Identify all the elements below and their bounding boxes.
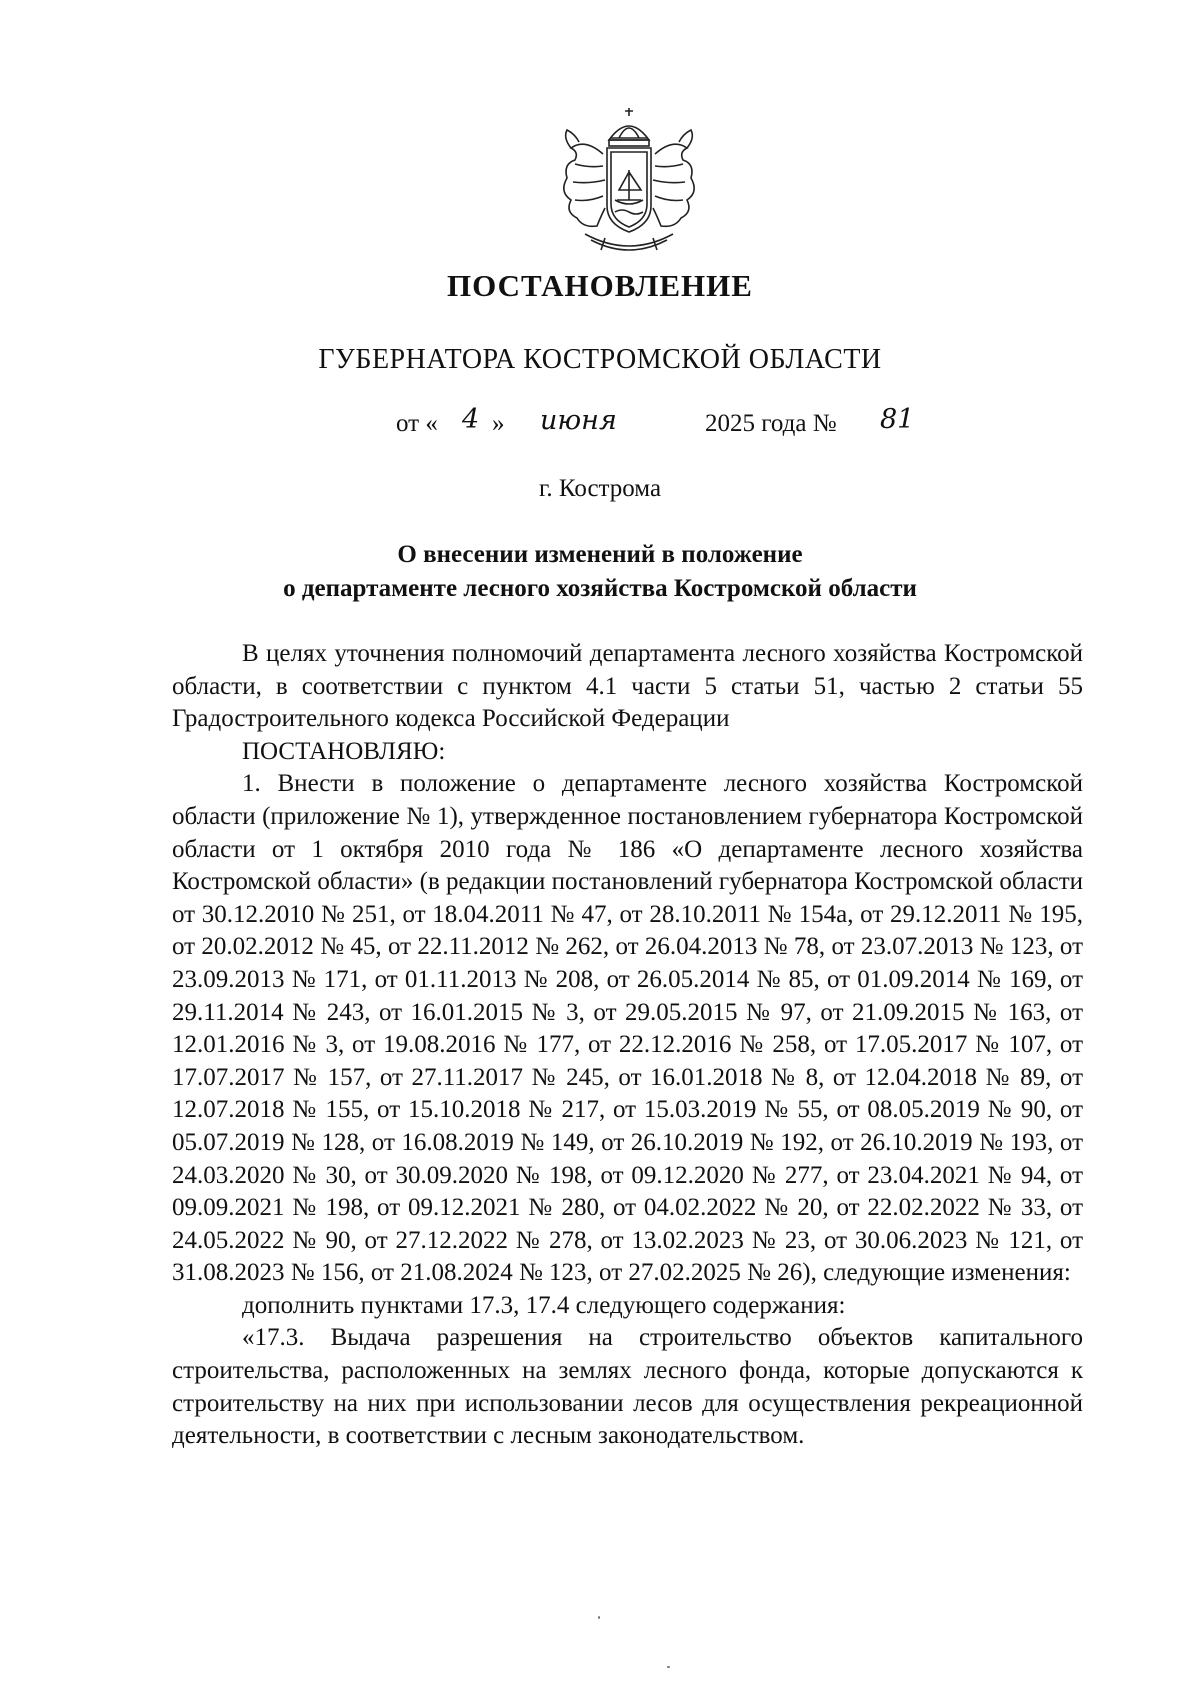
- city-name: г. Кострома: [538, 475, 662, 502]
- date-quote-close: »: [492, 410, 505, 437]
- document-body: [172, 638, 1083, 1453]
- date-prefix: от «: [396, 410, 438, 437]
- document-number-handwritten: 81: [880, 404, 915, 435]
- heading-line-1: О внесении изменений в положение: [397, 541, 803, 568]
- coat-of-arms-emblem: [545, 108, 713, 260]
- document-title: ПОСТАНОВЛЕНИЕ: [447, 268, 753, 303]
- issuer-title: ГУБЕРНАТОРА КОСТРОМСКОЙ ОБЛАСТИ: [318, 344, 882, 375]
- document-heading: [0, 538, 1200, 606]
- date-year-label: 2025 года №: [705, 410, 837, 437]
- paragraph-item-1: 1. Внести в положение о департаменте лесного хозяйства Костромской области (приложение № 1), утвержденное постановлением губернатора Костромской области от 1 октября 2010 года № 186 «О департаменте лесного хозяйства Костромской области» (в редакции постановлений губернатора Костромской области от 30.12.2010 № 251, от 18.04.2011 № 47, от 28.10.2011 № 154а, от 29.12.2011 № 195, от 20.02.2012 № 45, от 22.11.2012 № 262, от 26.04.2013 № 78, от 23.07.2013 № 123, от 23.09.2013 № 171, от 01.11.2013 № 208, от 26.05.2014 № 85, от 01.09.2014 № 169, от 29.11.2014 № 243, от 16.01.2015 № 3, от 29.05.2015 № 97, от 21.09.2015 № 163, от 12.01.2016 № 3, от 19.08.2016 № 177, от 22.12.2016 № 258, от 17.05.2017 № 107, от 17.07.2017 № 157, от 27.11.2017 № 245, от 16.01.2018 № 8, от 12.04.2018 № 89, от 12.07.2018 № 155, от 15.10.2018 № 217, от 15.03.2019 № 55, от 08.05.2019 № 90, от 05.07.2019 № 128, от 16.08.2019 № 149, от 26.10.2019 № 192, от 26.10.2019 № 193, от 24.03.2020 № 30, от 30.09.2020 № 198, от 09.12.2020 № 277, от 23.04.2021 № 94, от 09.09.2021 № 198, от 09.12.2021 № 280, от 04.02.2022 № 20, от 22.02.2022 № 33, от 24.05.2022 № 90, от 27.12.2022 № 278, от 13.02.2023 № 23, от 30.06.2023 № 121, от 31.08.2023 № 156, от 21.08.2024 № 123, от 27.02.2025 № 26), следующие изменения:: [172, 770, 1083, 1287]
- paragraph-item-17-3: «17.3. Выдача разрешения на строительство объектов капитального строительства, расположенных на землях лесного фонда, которые допускаются к строительству на них при использовании лесов для осуществления рекреационной деятельности, в соответствии с лесным законодательством.: [172, 1324, 1083, 1450]
- heading-line-2: о департаменте лесного хозяйства Костромской области: [283, 575, 917, 602]
- date-day-handwritten: 4: [462, 404, 480, 435]
- date-month-handwritten: июня: [540, 405, 617, 436]
- scan-artifact: [667, 1666, 670, 1668]
- paragraph-amendment-intro: дополнить пунктами 17.3, 17.4 следующего содержания:: [242, 1291, 846, 1319]
- paragraph-preamble: В целях уточнения полномочий департамента лесного хозяйства Костромской области, в соответствии с пунктом 4.1 части 5 статьи 51, частью 2 статьи 55 Градостроительного кодекса Российской Федерации: [172, 640, 1083, 733]
- paragraph-resolve: ПОСТАНОВЛЯЮ:: [242, 737, 446, 765]
- scan-artifact: [598, 1616, 600, 1619]
